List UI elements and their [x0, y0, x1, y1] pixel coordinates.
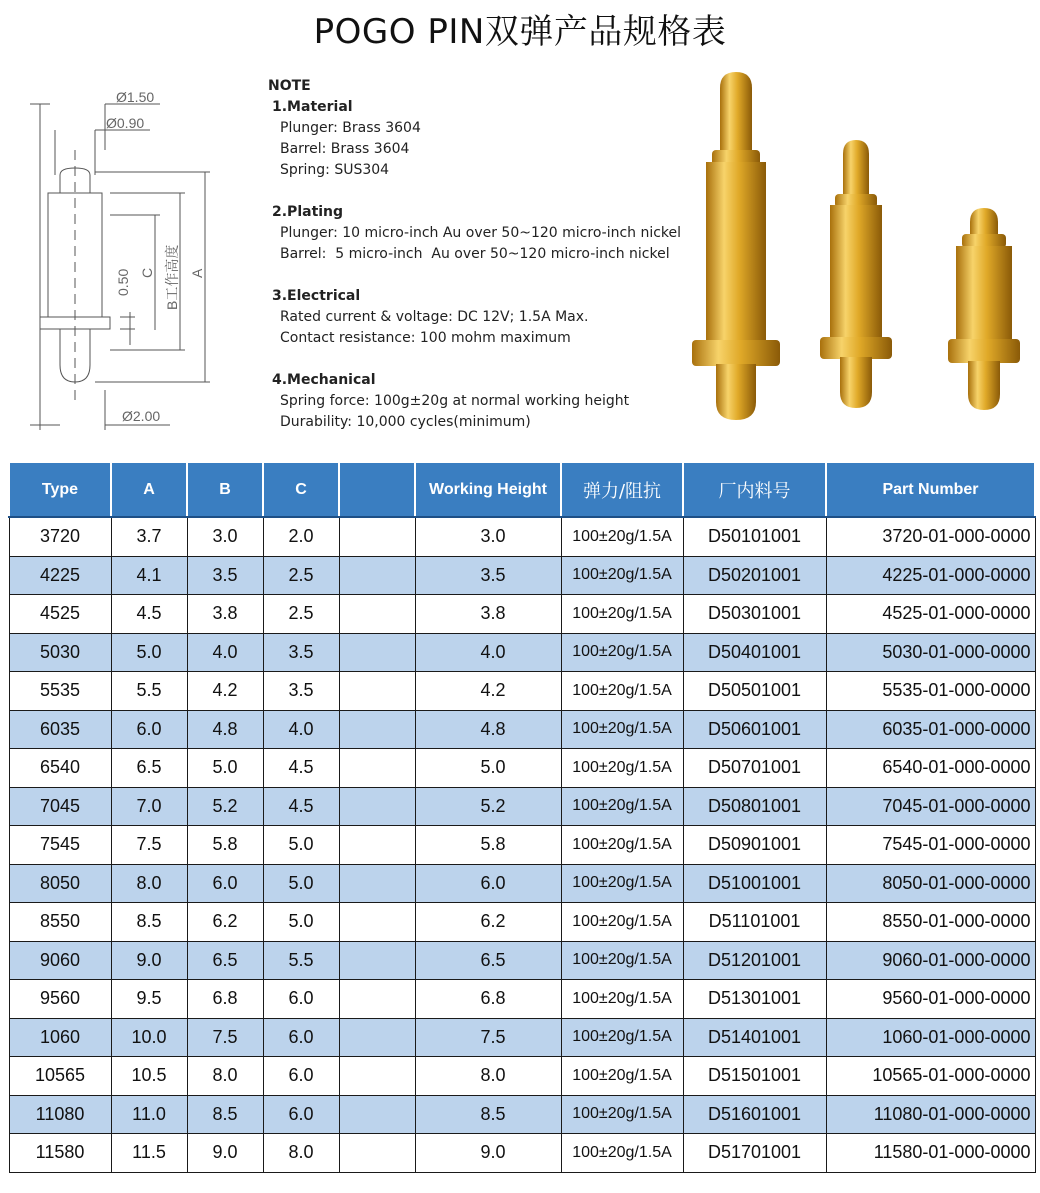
cell-a: 11.0 — [111, 1095, 187, 1134]
cell-a: 5.5 — [111, 672, 187, 711]
cell-working-height: 5.8 — [415, 826, 561, 865]
cell-empty — [339, 517, 415, 556]
cell-empty — [339, 826, 415, 865]
dim-c: C — [139, 267, 155, 278]
dim-b: B工作高度 — [164, 244, 180, 310]
cell-working-height: 6.5 — [415, 941, 561, 980]
cell-b: 6.8 — [187, 980, 263, 1019]
table-row — [9, 864, 1035, 903]
cell-part-number: 6035-01-000-0000 — [826, 710, 1035, 749]
material-line: Plunger: Brass 3604 — [280, 120, 421, 136]
cell-force: 100±20g/1.5A — [561, 633, 683, 672]
cell-working-height: 5.2 — [415, 787, 561, 826]
cell-c: 6.0 — [263, 980, 339, 1019]
cell-b: 9.0 — [187, 1134, 263, 1173]
cell-b: 8.5 — [187, 1095, 263, 1134]
cell-force: 100±20g/1.5A — [561, 787, 683, 826]
cell-force: 100±20g/1.5A — [561, 1134, 683, 1173]
cell-c: 2.0 — [263, 517, 339, 556]
cell-force: 100±20g/1.5A — [561, 1018, 683, 1057]
table-row — [9, 1057, 1035, 1096]
cell-empty — [339, 710, 415, 749]
header-b: B — [187, 462, 263, 517]
cell-a: 4.1 — [111, 556, 187, 595]
cell-part-number: 4225-01-000-0000 — [826, 556, 1035, 595]
cell-a: 10.0 — [111, 1018, 187, 1057]
table-row — [9, 980, 1035, 1019]
cell-working-height: 8.5 — [415, 1095, 561, 1134]
cell-internal-code: D50901001 — [683, 826, 826, 865]
cell-b: 3.5 — [187, 556, 263, 595]
cell-type: 7045 — [9, 787, 111, 826]
cell-internal-code: D51201001 — [683, 941, 826, 980]
cell-b: 5.0 — [187, 749, 263, 788]
cell-part-number: 5535-01-000-0000 — [826, 672, 1035, 711]
cell-internal-code: D50701001 — [683, 749, 826, 788]
cell-type: 1060 — [9, 1018, 111, 1057]
cell-internal-code: D51001001 — [683, 864, 826, 903]
cell-force: 100±20g/1.5A — [561, 941, 683, 980]
spec-table — [8, 461, 1036, 1173]
cell-b: 6.0 — [187, 864, 263, 903]
cell-working-height: 6.8 — [415, 980, 561, 1019]
cell-a: 5.0 — [111, 633, 187, 672]
cell-empty — [339, 749, 415, 788]
cell-b: 7.5 — [187, 1018, 263, 1057]
cell-b: 6.5 — [187, 941, 263, 980]
cell-force: 100±20g/1.5A — [561, 672, 683, 711]
cell-c: 6.0 — [263, 1057, 339, 1096]
cell-part-number: 11080-01-000-0000 — [826, 1095, 1035, 1134]
cell-type: 4525 — [9, 595, 111, 634]
cell-b: 3.8 — [187, 595, 263, 634]
cell-a: 9.5 — [111, 980, 187, 1019]
cell-working-height: 3.0 — [415, 517, 561, 556]
cell-force: 100±20g/1.5A — [561, 826, 683, 865]
cell-empty — [339, 787, 415, 826]
electrical-title: 3.Electrical — [272, 288, 361, 304]
cell-a: 7.0 — [111, 787, 187, 826]
cell-part-number: 5030-01-000-0000 — [826, 633, 1035, 672]
cell-working-height: 4.0 — [415, 633, 561, 672]
cell-c: 5.0 — [263, 903, 339, 942]
cell-c: 5.0 — [263, 826, 339, 865]
cell-part-number: 6540-01-000-0000 — [826, 749, 1035, 788]
header-internal-code: 厂内料号 — [683, 462, 826, 517]
mechanical-title: 4.Mechanical — [272, 372, 376, 388]
cell-c: 3.5 — [263, 633, 339, 672]
header-empty — [339, 462, 415, 517]
cell-internal-code: D51101001 — [683, 903, 826, 942]
cell-working-height: 6.0 — [415, 864, 561, 903]
cell-internal-code: D50301001 — [683, 595, 826, 634]
table-row — [9, 903, 1035, 942]
cell-c: 2.5 — [263, 556, 339, 595]
cell-internal-code: D51301001 — [683, 980, 826, 1019]
cell-c: 6.0 — [263, 1018, 339, 1057]
cell-empty — [339, 1057, 415, 1096]
cell-a: 6.0 — [111, 710, 187, 749]
header-c: C — [263, 462, 339, 517]
table-row — [9, 1134, 1035, 1173]
material-line: Spring: SUS304 — [280, 162, 390, 178]
table-row — [9, 556, 1035, 595]
cell-working-height: 9.0 — [415, 1134, 561, 1173]
cell-a: 10.5 — [111, 1057, 187, 1096]
table-row — [9, 595, 1035, 634]
cell-empty — [339, 903, 415, 942]
cell-type: 6035 — [9, 710, 111, 749]
cell-a: 7.5 — [111, 826, 187, 865]
pogo-pin-large — [692, 72, 780, 420]
notes-panel — [268, 76, 688, 433]
table-row — [9, 633, 1035, 672]
cell-part-number: 7545-01-000-0000 — [826, 826, 1035, 865]
cell-empty — [339, 980, 415, 1019]
cell-force: 100±20g/1.5A — [561, 749, 683, 788]
cell-force: 100±20g/1.5A — [561, 595, 683, 634]
cell-force: 100±20g/1.5A — [561, 517, 683, 556]
cell-c: 2.5 — [263, 595, 339, 634]
table-row — [9, 1018, 1035, 1057]
pogo-pin-medium — [820, 140, 892, 408]
cell-internal-code: D50501001 — [683, 672, 826, 711]
header-a: A — [111, 462, 187, 517]
cell-empty — [339, 1018, 415, 1057]
cell-force: 100±20g/1.5A — [561, 1057, 683, 1096]
cell-type: 10565 — [9, 1057, 111, 1096]
cell-force: 100±20g/1.5A — [561, 556, 683, 595]
cell-a: 11.5 — [111, 1134, 187, 1173]
cell-type: 4225 — [9, 556, 111, 595]
cell-part-number: 1060-01-000-0000 — [826, 1018, 1035, 1057]
table-row — [9, 941, 1035, 980]
mechanical-line: Spring force: 100g±20g at normal working height — [280, 393, 630, 409]
cell-type: 8550 — [9, 903, 111, 942]
cell-part-number: 4525-01-000-0000 — [826, 595, 1035, 634]
cell-c: 8.0 — [263, 1134, 339, 1173]
cell-part-number: 9560-01-000-0000 — [826, 980, 1035, 1019]
dim-dia-bottom: Ø2.00 — [122, 408, 161, 424]
mechanical-line: Durability: 10,000 cycles(minimum) — [280, 414, 531, 430]
cell-part-number: 9060-01-000-0000 — [826, 941, 1035, 980]
cell-empty — [339, 672, 415, 711]
cell-working-height: 5.0 — [415, 749, 561, 788]
plating-line: Plunger: 10 micro-inch Au over 50~120 micro-inch nickel — [280, 225, 682, 241]
cell-force: 100±20g/1.5A — [561, 980, 683, 1019]
cell-c: 4.0 — [263, 710, 339, 749]
cell-a: 4.5 — [111, 595, 187, 634]
cell-working-height: 4.8 — [415, 710, 561, 749]
cell-type: 7545 — [9, 826, 111, 865]
dim-dia-mid: Ø0.90 — [106, 115, 145, 131]
cell-internal-code: D51401001 — [683, 1018, 826, 1057]
table-row — [9, 1095, 1035, 1134]
header-part-number: Part Number — [826, 462, 1035, 517]
cell-b: 5.2 — [187, 787, 263, 826]
table-header-row — [9, 462, 1035, 517]
cell-b: 8.0 — [187, 1057, 263, 1096]
material-line: Barrel: Brass 3604 — [280, 141, 410, 157]
cell-c: 4.5 — [263, 749, 339, 788]
cell-b: 5.8 — [187, 826, 263, 865]
cell-working-height: 8.0 — [415, 1057, 561, 1096]
cell-c: 4.5 — [263, 787, 339, 826]
cell-part-number: 8550-01-000-0000 — [826, 903, 1035, 942]
header-type: Type — [9, 462, 111, 517]
cell-empty — [339, 1095, 415, 1134]
cell-part-number: 11580-01-000-0000 — [826, 1134, 1035, 1173]
dim-a: A — [189, 268, 205, 278]
cell-empty — [339, 595, 415, 634]
cell-part-number: 7045-01-000-0000 — [826, 787, 1035, 826]
dim-dia-top: Ø1.50 — [116, 89, 155, 105]
pogo-pin-small — [948, 208, 1020, 410]
cell-type: 9060 — [9, 941, 111, 980]
cell-empty — [339, 1134, 415, 1173]
page-title: POGO PIN双弹产品规格表 — [313, 12, 727, 52]
cell-empty — [339, 941, 415, 980]
table-row — [9, 826, 1035, 865]
cell-a: 8.0 — [111, 864, 187, 903]
cell-empty — [339, 864, 415, 903]
cell-working-height: 3.8 — [415, 595, 561, 634]
cell-b: 4.2 — [187, 672, 263, 711]
dim-050: 0.50 — [115, 268, 131, 296]
cell-internal-code: D50801001 — [683, 787, 826, 826]
product-photo — [680, 60, 1040, 440]
cell-force: 100±20g/1.5A — [561, 710, 683, 749]
cell-part-number: 10565-01-000-0000 — [826, 1057, 1035, 1096]
cell-c: 5.5 — [263, 941, 339, 980]
plating-line: Barrel: 5 micro-inch Au over 50~120 micro-inch nickel — [280, 246, 670, 262]
cell-force: 100±20g/1.5A — [561, 903, 683, 942]
cell-working-height: 4.2 — [415, 672, 561, 711]
cell-a: 6.5 — [111, 749, 187, 788]
material-title: 1.Material — [272, 99, 353, 115]
cell-empty — [339, 633, 415, 672]
electrical-line: Contact resistance: 100 mohm maximum — [280, 330, 571, 346]
cell-internal-code: D50601001 — [683, 710, 826, 749]
cell-part-number: 8050-01-000-0000 — [826, 864, 1035, 903]
cell-b: 4.0 — [187, 633, 263, 672]
cell-b: 3.0 — [187, 517, 263, 556]
technical-drawing — [0, 80, 260, 440]
header-working-height: Working Height — [415, 462, 561, 517]
cell-type: 9560 — [9, 980, 111, 1019]
table-row — [9, 710, 1035, 749]
cell-type: 3720 — [9, 517, 111, 556]
cell-b: 6.2 — [187, 903, 263, 942]
cell-type: 5030 — [9, 633, 111, 672]
cell-internal-code: D51601001 — [683, 1095, 826, 1134]
cell-internal-code: D51501001 — [683, 1057, 826, 1096]
electrical-line: Rated current & voltage: DC 12V; 1.5A Max. — [280, 309, 589, 325]
cell-internal-code: D50101001 — [683, 517, 826, 556]
cell-type: 5535 — [9, 672, 111, 711]
cell-working-height: 6.2 — [415, 903, 561, 942]
cell-a: 9.0 — [111, 941, 187, 980]
cell-type: 8050 — [9, 864, 111, 903]
cell-working-height: 7.5 — [415, 1018, 561, 1057]
cell-c: 3.5 — [263, 672, 339, 711]
cell-type: 6540 — [9, 749, 111, 788]
plating-title: 2.Plating — [272, 204, 344, 220]
cell-internal-code: D50201001 — [683, 556, 826, 595]
cell-force: 100±20g/1.5A — [561, 864, 683, 903]
header-force-resistance: 弹力/阻抗 — [561, 462, 683, 517]
cell-empty — [339, 556, 415, 595]
cell-a: 3.7 — [111, 517, 187, 556]
table-row — [9, 749, 1035, 788]
table-row — [9, 517, 1035, 556]
cell-internal-code: D50401001 — [683, 633, 826, 672]
cell-a: 8.5 — [111, 903, 187, 942]
cell-type: 11080 — [9, 1095, 111, 1134]
cell-b: 4.8 — [187, 710, 263, 749]
cell-internal-code: D51701001 — [683, 1134, 826, 1173]
cell-c: 5.0 — [263, 864, 339, 903]
notes-heading: NOTE — [268, 78, 311, 94]
cell-working-height: 3.5 — [415, 556, 561, 595]
cell-force: 100±20g/1.5A — [561, 1095, 683, 1134]
cell-type: 11580 — [9, 1134, 111, 1173]
cell-c: 6.0 — [263, 1095, 339, 1134]
cell-part-number: 3720-01-000-0000 — [826, 517, 1035, 556]
table-row — [9, 672, 1035, 711]
table-row — [9, 787, 1035, 826]
